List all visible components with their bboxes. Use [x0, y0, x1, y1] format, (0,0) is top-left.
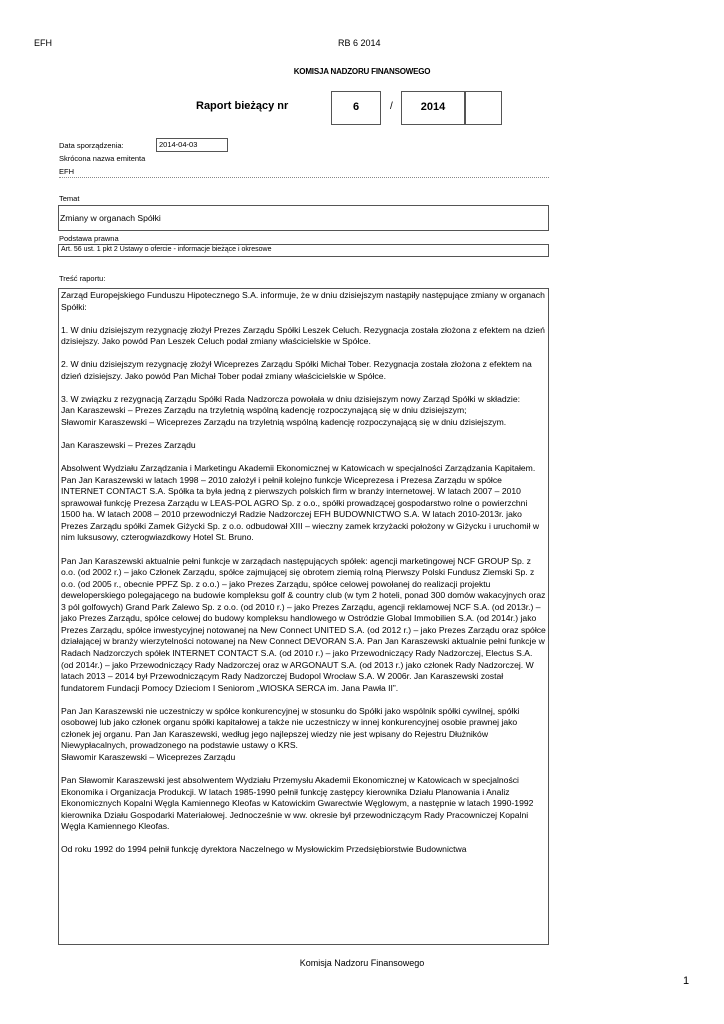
content-paragraph: 3. W związku z rezygnacją Zarządu Spółki Rada Nadzorcza powołała w dniu dzisiejszym nowy Zarząd Spółki w składzie: Jan Karaszewski – Prezes Zarządu na trzyletnią wspólną kadencję rozpoczynającą się w dniu dzisiejszym; Sławomir Karaszewski – Wiceprezes Zarządu na trzyletnią wspólną kadencję rozpoczynającą się w dniu dzisiejszym.: [61, 393, 521, 428]
page-number: 1: [683, 975, 690, 987]
footer: Komisja Nadzoru Finansowego: [299, 958, 425, 968]
content-paragraph: Od roku 1992 do 1994 pełnił funkcję dyrektora Naczelnego w Mysłowickim Przedsiębiorstwie Budownictwa: [61, 844, 467, 855]
content-paragraph: Pan Sławomir Karaszewski jest absolwentem Wydziału Przemysłu Akademii Ekonomicznej w Katowicach w specjalności Ekonomika i Organizacja Produkcji. W latach 1985-1990 pełnił funkcję zastępcy kierownika Działu Planowania i Analiz Ekonomicznych Kopalni Węgla Kamiennego Kleofas w Katowickim Gwarectwie Węglowym, a następnie w latach 1990-1992 kierownika Działu Gospodarki Materiałowej. Jednocześnie w ww. okresie był przewodniczącym Rady Pracowniczej Kopalni Węgla Kamiennego Kleofas.: [61, 774, 534, 832]
report-content: [58, 288, 549, 945]
content-paragraph: Zarząd Europejskiego Funduszu Hipotecznego S.A. informuje, że w dniu dzisiejszym nastąpiły następujące zmiany w organach Spółki:: [61, 290, 545, 312]
legal-basis-label: Podstawa prawna: [59, 234, 119, 243]
report-number: 6: [352, 101, 360, 113]
report-year: 2014: [420, 101, 446, 113]
content-paragraph: Absolwent Wydziału Zarządzania i Marketingu Akademii Ekonomicznej w Katowicach w specjalności Zarządzania Kapitałem. Pan Jan Karaszewski w latach 1998 – 2010 założył i pełnił kolejno funkcje Wiceprezesa i Prezesa Zarządu w spółce INTERNET CONTACT S.A. Spółka ta była jedną z pierwszych polskich firm w branży internetowej. W latach 2007 – 2010 sprawował funkcję Prezesa Zarządu w LEAS-POL AGRO Sp. z o.o., spółki prowadzącej gospodarstwo rolne o powierzchni 1500 ha. W latach 2008 – 2010 przewodniczył Radzie Nadzorczej EFH BUDOWNICTWO S.A. W latach 2010-2013r. jako Prezes Zarządu spółki Zamek Giżycki Sp. z o.o. odbudował XIII – wieczny zamek krzyżacki położony w Giżycku i uruchomił w nim luksusowy, czterogwiazdkowy Hotel St. Bruno.: [61, 463, 540, 543]
report-label: Raport bieżący nr: [196, 100, 289, 112]
content-label: Treść raportu:: [59, 274, 106, 283]
date-label: Data sporządzenia:: [59, 141, 124, 150]
content-paragraph: Pan Jan Karaszewski nie uczestniczy w spółce konkurencyjnej w stosunku do Spółki jako wspólnik spółki cywilnej, spółki osobowej lub jako członek organu spółki kapitałowej a także nie uczestniczy w innej konkurencyjnej osobie prawnej jako członek jej organu. Pan Jan Karaszewski, według jego najlepszej wiedzy nie jest wpisany do Rejestru Dłużników Niewypłacalnych, prowadzonego na podstawie ustawy o KRS. Sławomir Karaszewski – Wiceprezes Zarządu: [61, 705, 520, 762]
header-left: EFH: [34, 38, 52, 48]
issuer-value: EFH: [59, 167, 549, 178]
subject-label: Temat: [59, 194, 80, 203]
content-paragraph: Jan Karaszewski – Prezes Zarządu: [61, 440, 196, 451]
authority-title: KOMISJA NADZORU FINANSOWEGO: [293, 67, 431, 76]
report-extra-box: [465, 91, 502, 125]
header-center: RB 6 2014: [338, 38, 381, 48]
subject-field: Zmiany w organach Spółki: [58, 205, 549, 231]
content-paragraph: 1. W dniu dzisiejszym rezygnację złożył Prezes Zarządu Spółki Leszek Celuch. Rezygnacja została złożona z efektem na dzień dzisiejszy. Jako powód Pan Leszek Celuch podał zmiany właścicielskie w Spółce.: [61, 324, 545, 347]
issuer-label: Skrócona nazwa emitenta: [59, 154, 146, 163]
legal-basis-field: Art. 56 ust. 1 pkt 2 Ustawy o ofercie - informacje bieżące i okresowe: [58, 244, 549, 257]
report-year-box: [401, 91, 465, 125]
report-separator: /: [390, 101, 393, 112]
content-paragraph: 2. W dniu dzisiejszym rezygnację złożył Wiceprezes Zarządu Spółki Michał Tober. Rezygnacja została złożona z efektem na dzień dzisiejszy. Jako powód Pan Michał Tober podał zmiany właścicielskie w Spółce.: [61, 359, 532, 381]
content-paragraph: Pan Jan Karaszewski aktualnie pełni funkcje w zarządach następujących spółek: agencji marketingowej NCF GROUP Sp. z o.o. (od 2002 r.) – jako Członek Zarządu, spółce zajmującej się obrotem ziemią rolną Pierwszy Polski Fundusz Ziemski Sp. z o.o. (od 2005 r., obecnie PPFZ Sp. z o.o.) – jako Prezes Zarządu, spółce celowej powołanej do realizacji projektu deweloperskiego polegającego na budowie kompleksu golf & country club (w tym 2 hoteli, ponad 300 domów wakacyjnych oraz 3 pól golfowych) Grand Park Zalewo Sp. z o.o. (od 2010 r.) – jako Prezes Zarządu, agencji reklamowej NCF S.A. (od 2013r.) – jako Prezes Zarządu, spółce celowej do budowy kompleksu handlowego w Ostródzie Global Immobilien S.A. (od 2014r.) jako Prezes Zarządu, spółce inwestycyjnej notowanej na New Connect UNITED S.A. (od 2012 r.) – jako Prezes Zarządu oraz spółce działającej w branży wierzytelności notowanej na New Connect DEVORAN S.A. Pan Jan Karaszewski aktualnie pełni funkcje w Radach Nadzorczych spółek INTERNET CONTACT S.A. (od 2010 r.) – jako Przewodniczący Rady Nadzorczej, Electus S.A. (od 2014r.) – jako Przewodniczący Rady Nadzorczej oraz w ARGONAUT S.A. (od 2013 r.) jako członek Rady Nadzorczej. W latach 2013 – 2014 był Przewodniczącym Rady Nadzorczej Budopol Wrocław S.A. W 2006r. Jan Karaszewski został fundatorem Fundacji Pomocy Dzieciom I Seniorom „WIOSKA SERCA im. Jana Pawła II”.: [61, 555, 546, 693]
report-number-box: [331, 91, 381, 125]
date-field: 2014-04-03: [156, 138, 228, 152]
